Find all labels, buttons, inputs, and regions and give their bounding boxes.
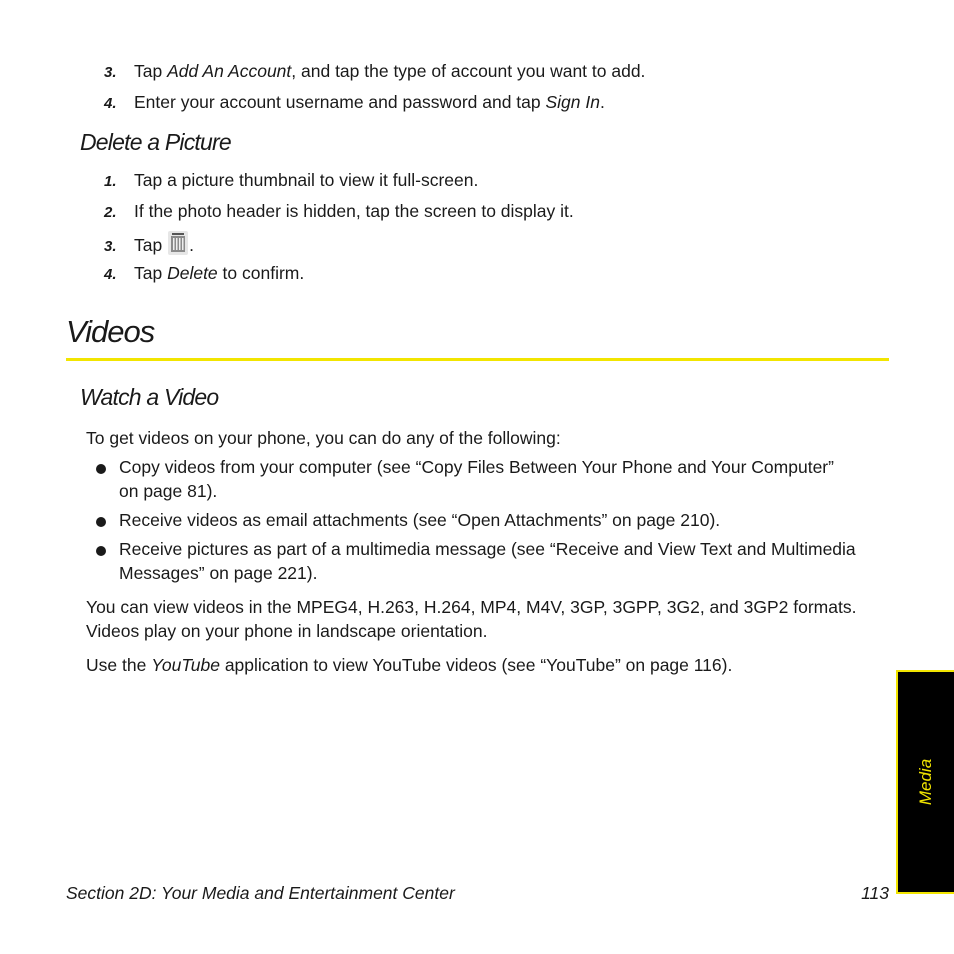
bullet-icon bbox=[96, 546, 106, 556]
step-4-sign-in bbox=[104, 91, 605, 115]
side-tab-label: Media bbox=[916, 758, 935, 806]
step-3-add-account bbox=[104, 60, 645, 84]
footer-section-title: Section 2D: Your Media and Entertainment Center bbox=[66, 883, 455, 903]
step-text: Tap a picture thumbnail to view it full-screen. bbox=[134, 170, 479, 190]
delete-step-1 bbox=[104, 169, 478, 193]
list-item bbox=[96, 508, 856, 532]
bullet-text: Copy videos from your computer (see “Copy Files Between Your Phone and Your Computer” on page 81). bbox=[119, 457, 834, 501]
step-number: 3. bbox=[104, 64, 117, 81]
page-number: 113 bbox=[861, 883, 889, 903]
step-text: . bbox=[189, 235, 194, 255]
bullet-icon bbox=[96, 517, 106, 527]
bullet-icon bbox=[96, 464, 106, 474]
videos-intro: To get videos on your phone, you can do any of the following: bbox=[86, 428, 561, 448]
video-formats-paragraph: You can view videos in the MPEG4, H.263, H.264, MP4, M4V, 3GP, 3GPP, 3G2, and 3GP2 formats. Videos play on your phone in landscape orientation. bbox=[86, 597, 857, 641]
step-text: Tap bbox=[134, 235, 168, 255]
step-text: to confirm. bbox=[217, 263, 305, 283]
step-number: 4. bbox=[104, 95, 117, 112]
delete-step-4 bbox=[104, 262, 304, 286]
step-number: 2. bbox=[104, 204, 117, 221]
bullet-text: Receive pictures as part of a multimedia message (see “Receive and View Text and Multimedia Messages” on page 221). bbox=[119, 539, 856, 583]
step-text: Tap bbox=[134, 263, 168, 283]
step-emphasis: Sign In bbox=[545, 92, 600, 112]
step-number: 1. bbox=[104, 173, 117, 190]
delete-step-2 bbox=[104, 200, 574, 224]
list-item bbox=[96, 455, 856, 503]
step-text: Tap bbox=[134, 61, 168, 81]
paragraph-text: application to view YouTube videos (see “YouTube” on page 116). bbox=[219, 655, 733, 675]
step-number: 4. bbox=[104, 266, 117, 283]
delete-step-3 bbox=[104, 231, 194, 260]
title-divider bbox=[66, 358, 889, 361]
trash-icon bbox=[168, 231, 188, 260]
section-side-tab bbox=[896, 670, 954, 894]
step-text: , and tap the type of account you want to add. bbox=[291, 61, 646, 81]
step-text: . bbox=[599, 92, 605, 112]
bullet-text: Receive videos as email attachments (see “Open Attachments” on page 210). bbox=[119, 510, 721, 530]
watch-video-heading: Watch a Video bbox=[80, 384, 219, 410]
step-emphasis: Delete bbox=[167, 263, 218, 283]
step-emphasis: Add An Account bbox=[167, 61, 292, 81]
step-text: Enter your account username and password and tap bbox=[134, 92, 546, 112]
paragraph-text: Use the bbox=[86, 655, 152, 675]
delete-picture-heading: Delete a Picture bbox=[80, 129, 231, 155]
list-item bbox=[96, 537, 856, 585]
youtube-app-name: YouTube bbox=[151, 655, 220, 675]
step-text: If the photo header is hidden, tap the screen to display it. bbox=[134, 201, 574, 221]
step-number: 3. bbox=[104, 238, 117, 255]
videos-title: Videos bbox=[66, 314, 155, 349]
youtube-paragraph bbox=[86, 653, 876, 677]
